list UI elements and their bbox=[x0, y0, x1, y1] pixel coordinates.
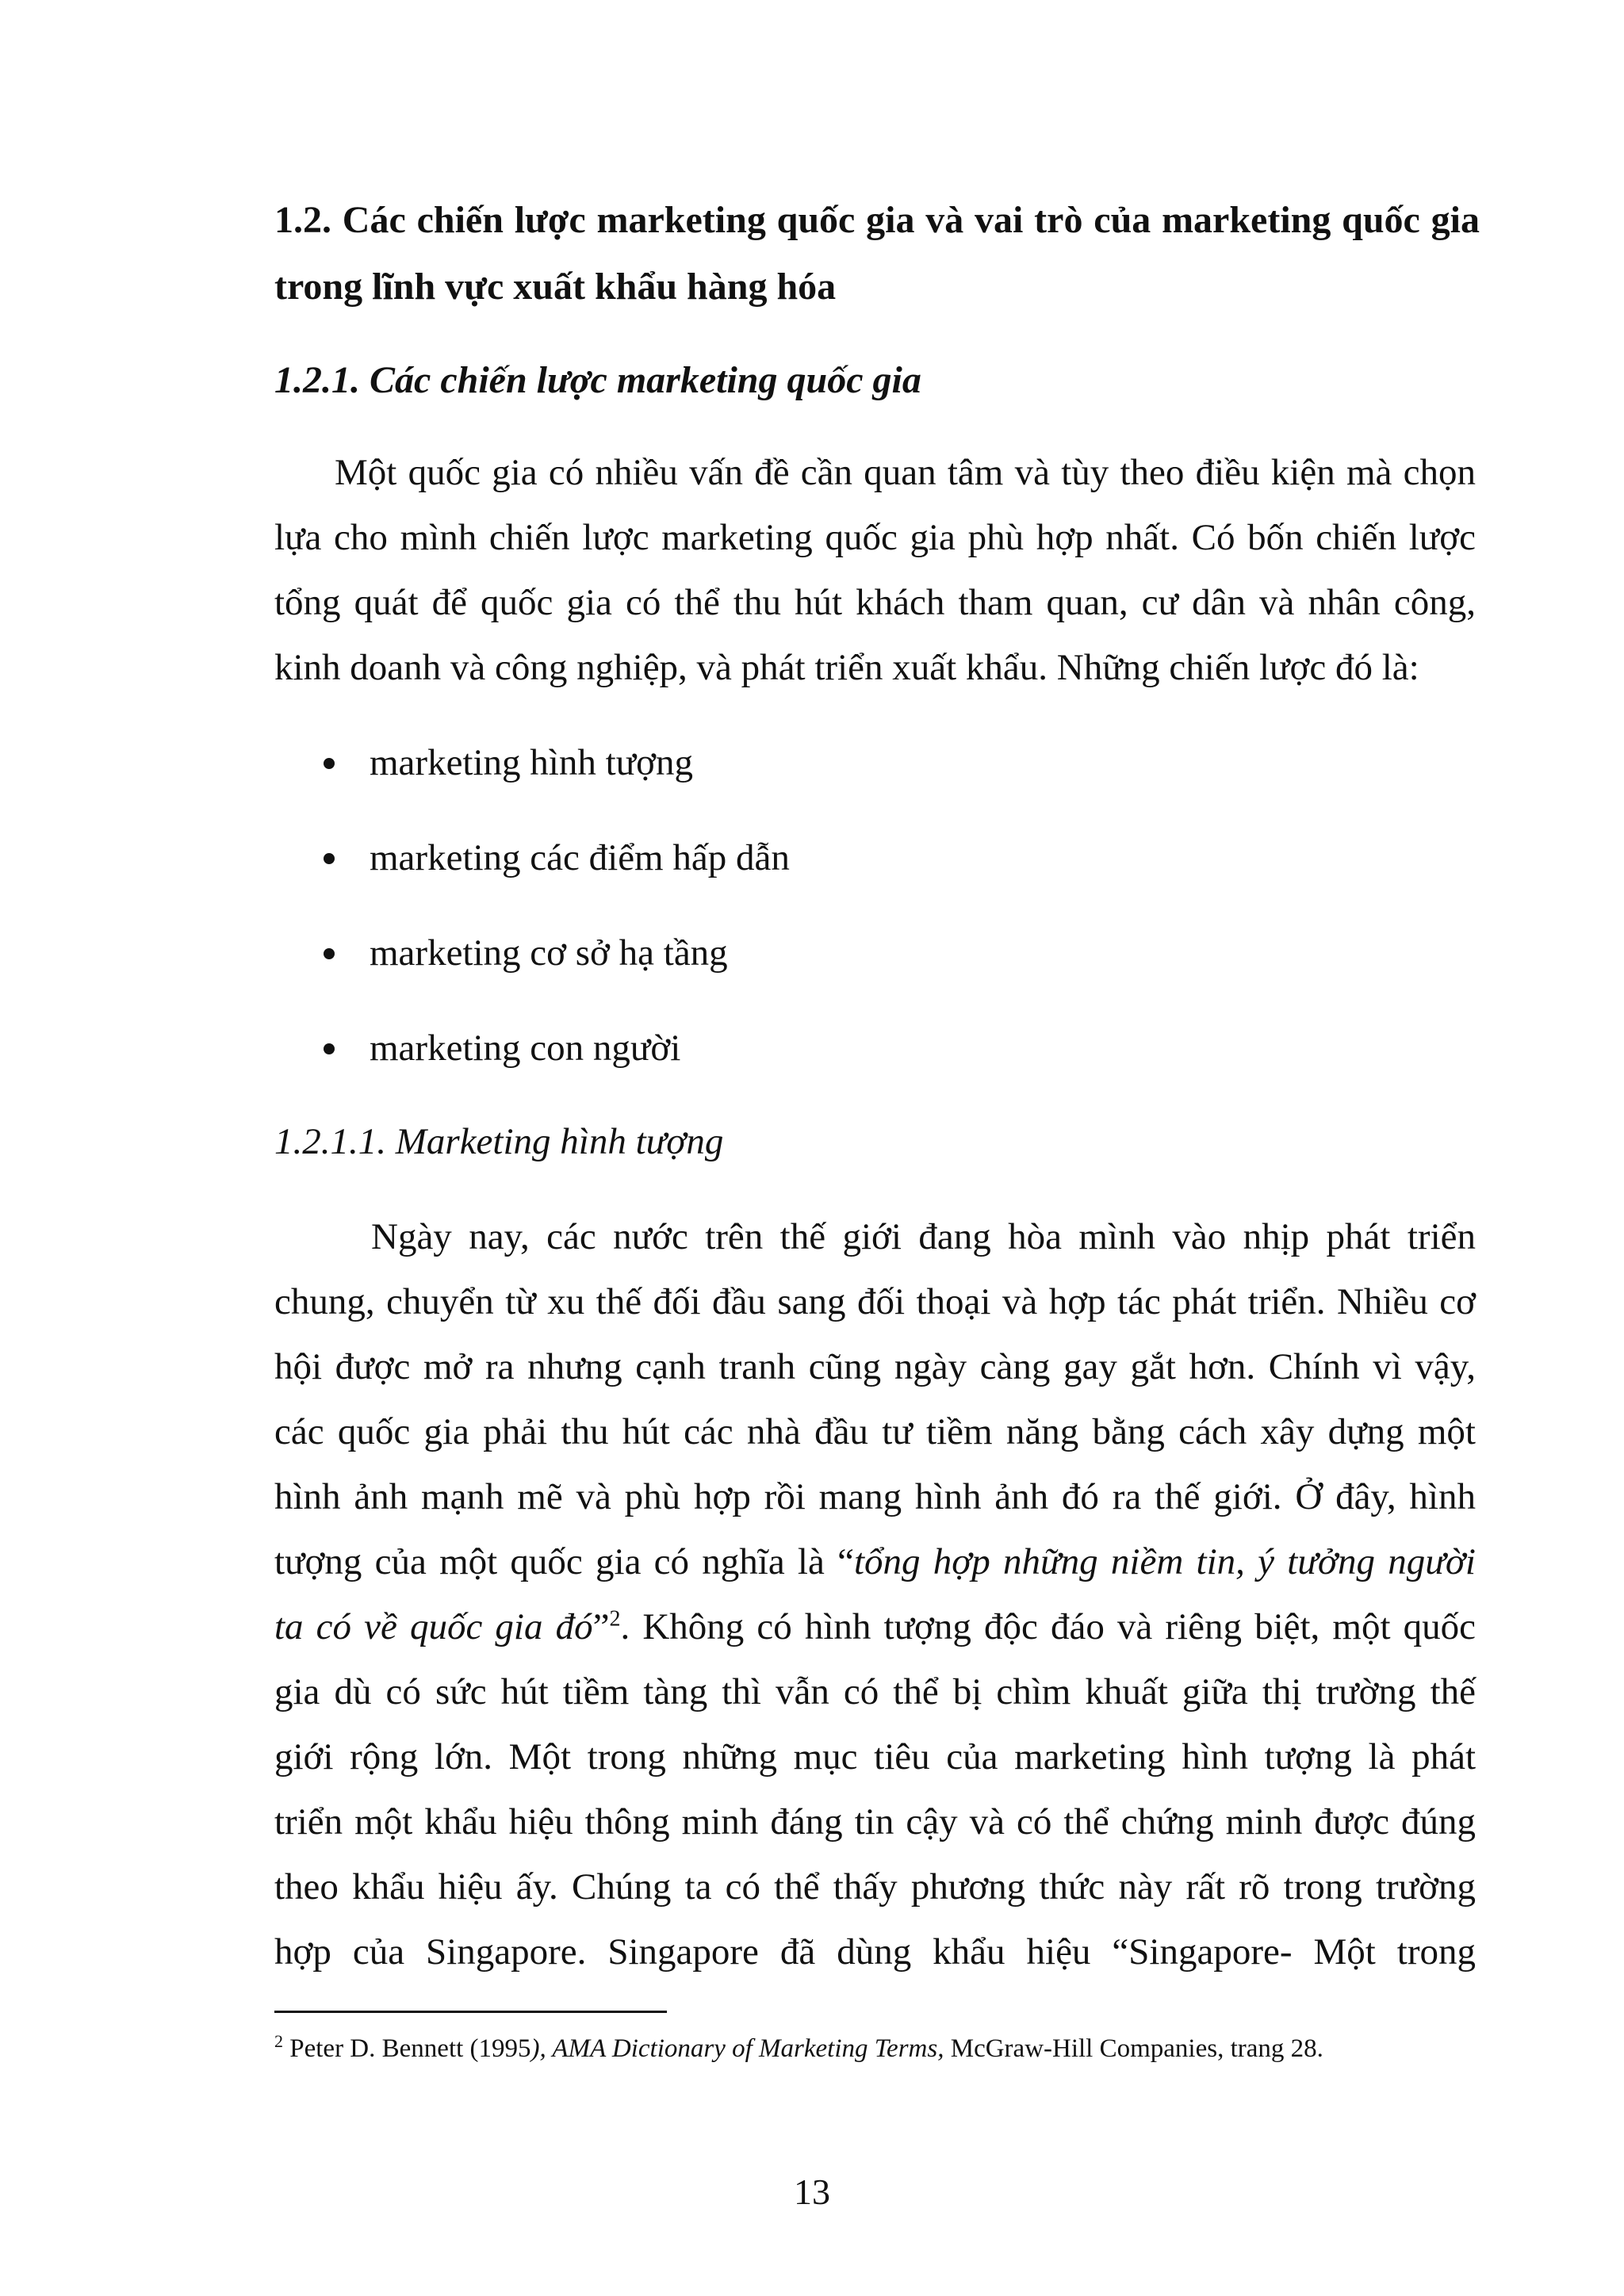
body-line-3: hội được mở ra nhưng cạnh tranh cũng ngày càng gay gắt hơn. Chính vì vậy, bbox=[274, 1346, 1476, 1387]
intro-line-2: lựa cho mình chiến lược marketing quốc gia phù hợp nhất. Có bốn chiến lược bbox=[274, 517, 1476, 558]
bullet-text: marketing cơ sở hạ tầng bbox=[370, 932, 728, 974]
heading-line-1: 1.2. Các chiến lược marketing quốc gia và vai trò của marketing quốc gia bbox=[274, 199, 1480, 241]
body-line-4: các quốc gia phải thu hút các nhà đầu tư tiềm năng bằng cách xây dựng một bbox=[274, 1411, 1476, 1452]
body-line-12: hợp của Singapore. Singapore đã dùng khẩu hiệu “Singapore- Một trong bbox=[274, 1931, 1476, 1973]
intro-line-1: Một quốc gia có nhiều vấn đề cần quan tâm và tùy theo điều kiện mà chọn bbox=[335, 452, 1476, 493]
body-line-7 bbox=[274, 1603, 1476, 1651]
intro-line-3: tổng quát để quốc gia có thể thu hút khách tham quan, cư dân và nhân công, bbox=[274, 582, 1476, 623]
bullet-dot-icon bbox=[324, 948, 335, 959]
footnote bbox=[274, 2031, 1323, 2066]
section-heading bbox=[274, 187, 1480, 320]
subsection-heading: 1.2.1. Các chiến lược marketing quốc gia bbox=[274, 359, 921, 401]
body-line-10: triển một khẩu hiệu thông minh đáng tin cậy và có thể chứng minh được đúng bbox=[274, 1801, 1476, 1843]
body-line-7-close: ” bbox=[592, 1606, 610, 1647]
intro-line-4: kinh doanh và công nghiệp, và phát triển xuất khẩu. Những chiến lược đó là: bbox=[274, 647, 1419, 688]
body-line-6-prefix: tượng của một quốc gia có nghĩa là “ bbox=[274, 1541, 854, 1582]
footnote-author: Peter D. Bennett (1995 bbox=[283, 2034, 531, 2063]
bullet-dot-icon bbox=[324, 1043, 335, 1054]
body-line-2: chung, chuyển từ xu thế đối đầu sang đối thoại và hợp tác phát triển. Nhiều cơ bbox=[274, 1281, 1476, 1322]
body-line-7-quote: ta có về quốc gia đó bbox=[274, 1606, 593, 1647]
body-line-11: theo khẩu hiệu ấy. Chúng ta có thể thấy phương thức này rất rõ trong trường bbox=[274, 1866, 1476, 1908]
body-line-9: giới rộng lớn. Một trong những mục tiêu của marketing hình tượng là phát bbox=[274, 1736, 1476, 1777]
body-line-8: gia dù có sức hút tiềm tàng thì vẫn có thể bị chìm khuất giữa thị trường thế bbox=[274, 1671, 1476, 1712]
body-line-6 bbox=[274, 1538, 1476, 1586]
footnote-reference: 2 bbox=[609, 1606, 621, 1632]
bullet-text: marketing con người bbox=[370, 1027, 681, 1069]
section-title: 1.2.1.1. Marketing hình tượng bbox=[274, 1121, 724, 1162]
footnote-divider bbox=[274, 2011, 667, 2013]
body-line-7-rest: . Không có hình tượng độc đáo và riêng biệt, một quốc bbox=[620, 1606, 1476, 1647]
body-line-5: hình ảnh mạnh mẽ và phù hợp rồi mang hình ảnh đó ra thế giới. Ở đây, hình bbox=[274, 1476, 1476, 1517]
heading-line-2: trong lĩnh vực xuất khẩu hàng hóa bbox=[274, 266, 837, 308]
bullet-text: marketing hình tượng bbox=[370, 742, 693, 783]
bullet-text: marketing các điểm hấp dẫn bbox=[370, 837, 790, 878]
page-number: 13 bbox=[794, 2172, 830, 2212]
footnote-title: ), AMA Dictionary of Marketing Terms, bbox=[530, 2034, 944, 2063]
bullet-dot-icon bbox=[324, 853, 335, 864]
bullet-dot-icon bbox=[324, 758, 335, 769]
footnote-mark: 2 bbox=[274, 2031, 283, 2051]
body-line-1: Ngày nay, các nước trên thế giới đang hòa mình vào nhịp phát triển bbox=[371, 1216, 1476, 1257]
footnote-rest: McGraw-Hill Companies, trang 28. bbox=[944, 2034, 1323, 2063]
body-line-6-quote: tổng hợp những niềm tin, ý tưởng người bbox=[853, 1541, 1476, 1582]
